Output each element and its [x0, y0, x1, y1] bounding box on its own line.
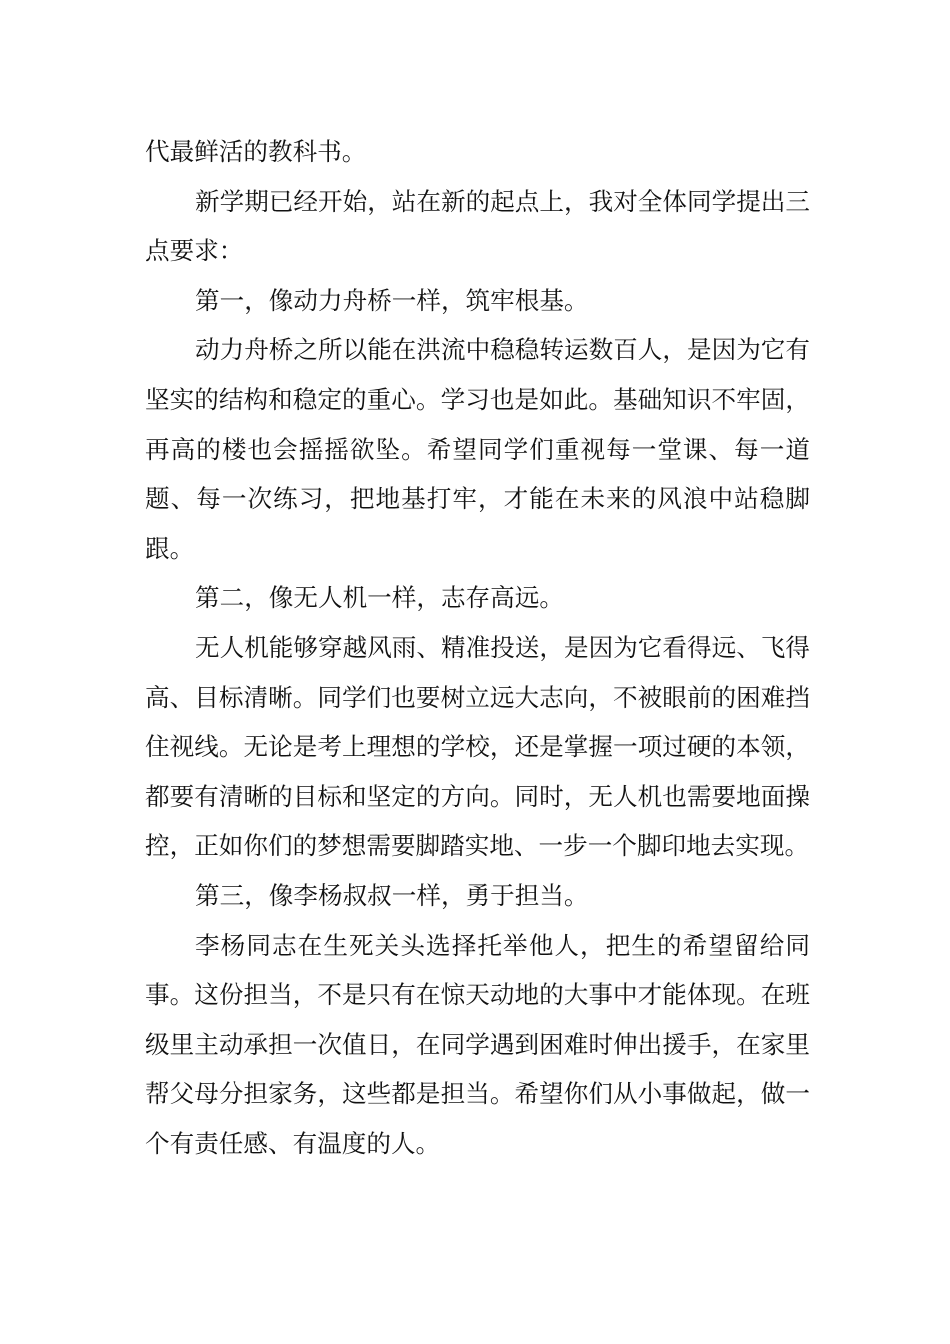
paragraph-continuation: 代最鲜活的教科书。 [145, 137, 367, 166]
heading-point-one: 第一，像动力舟桥一样，筑牢根基。 [195, 285, 589, 315]
paragraph-point-two: 无人机能够穿越风雨、精准投送，是因为它看得远、飞得高、目标清晰。同学们也要树立远大志向，不被眼前的困难挡住视线。无论是考上理想的学校，还是掌握一项过硬的本领，都要有清晰的目标和坚定的方向。同时，无人机也需要地面操控，正如你们的梦想需要脚踏实地、一步一个脚印地去实现。 [145, 632, 810, 861]
document-body [145, 127, 810, 1168]
paragraph-point-three: 李杨同志在生死关头选择托举他人，把生的希望留给同事。这份担当，不是只有在惊天动地的大事中才能体现。在班级里主动承担一次值日，在同学遇到困难时伸出援手，在家里帮父母分担家务，这些都是担当。希望你们从小事做起，做一个有责任感、有温度的人。 [145, 930, 810, 1158]
paragraph-point-one: 动力舟桥之所以能在洪流中稳稳转运数百人，是因为它有坚实的结构和稳定的重心。学习也是如此。基础知识不牢固，再高的楼也会摇摇欲坠。希望同学们重视每一堂课、每一道题、每一次练习，把地基打牢，才能在未来的风浪中站稳脚跟。 [145, 335, 810, 563]
heading-point-three: 第三，像李杨叔叔一样，勇于担当。 [195, 880, 589, 910]
paragraph-intro: 新学期已经开始，站在新的起点上，我对全体同学提出三点要求： [145, 186, 810, 266]
heading-point-two: 第二，像无人机一样，志存高远。 [195, 583, 564, 613]
